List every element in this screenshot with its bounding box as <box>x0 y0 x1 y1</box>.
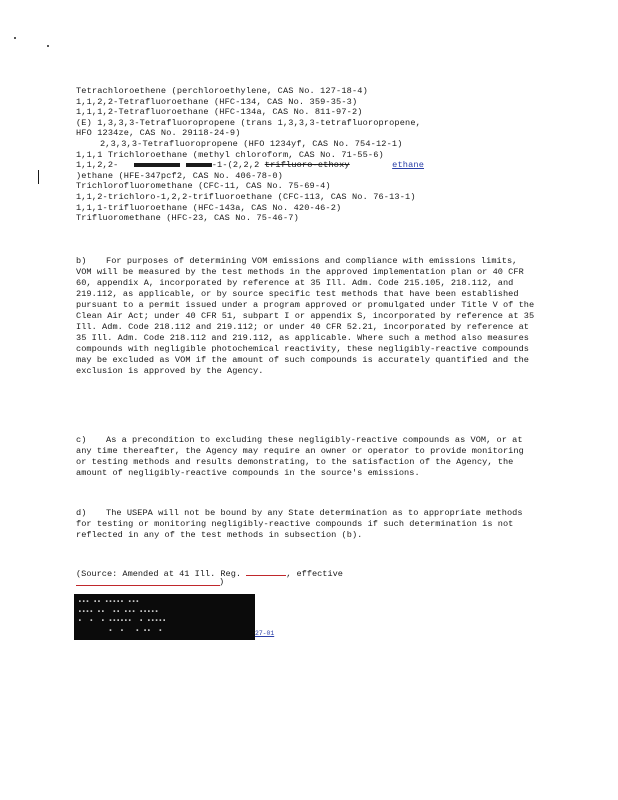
compound-line: )ethane (HFE-347pcf2, CAS No. 406-78-0) <box>76 170 283 181</box>
handwritten-insertion: ethane <box>392 160 425 171</box>
struck-compound-line <box>76 160 526 171</box>
compound-line: 2,3,3,3-Tetrafluoropropene (HFO 1234yf, CAS No. 754-12-1) <box>100 138 403 149</box>
subsection-c <box>76 435 536 479</box>
struck-line-prefix: 1,1,2,2- <box>76 160 119 171</box>
compound-line: 1,1,1 Trichloroethane (methyl chloroform, CAS No. 71-55-6) <box>76 149 384 160</box>
scan-speck <box>14 37 16 39</box>
compound-line: 1,1,1-trifluoroethane (HFC-143a, CAS No. 420-46-2) <box>76 202 342 213</box>
struck-line-middle: -1-(2,2,2 <box>211 160 260 171</box>
subsection-label: c) <box>76 435 87 445</box>
compound-line: Tetrachloroethene (perchloroethylene, CAS No. 127-18-4) <box>76 86 368 96</box>
subsection-text: The USEPA will not be bound by any State determination as to appropriate methods for testing or monitoring negligibly-reactive compounds if such determination is not reflected in any of the test methods in subsection (b). <box>76 508 523 540</box>
struck-text: trifluoro-ethoxy <box>264 160 350 171</box>
scan-speck <box>47 45 49 47</box>
subsection-b <box>76 256 536 377</box>
compound-line: Trifluoromethane (HFC-23, CAS No. 75-46-7) <box>76 213 299 224</box>
redaction-mark <box>186 163 212 167</box>
stamp-link-text[interactable]: 27-01 <box>255 630 275 637</box>
register-blank <box>246 575 286 576</box>
compound-line: 1,1,1,2-Tetrafluoroethane (HFC-134a, CAS No. 811-97-2) <box>76 107 363 118</box>
stamp-line: ▪▪▪▪ ▪▪ ▪▪ ▪▪▪ ▪▪▪▪▪ <box>78 607 159 615</box>
compound-line: 1,1,2-trichloro-1,2,2-trifluoroethane (CFC-113, CAS No. 76-13-1) <box>76 191 416 202</box>
subsection-text: For purposes of determining VOM emissions and compliance with emissions limits, VOM will be measured by the test methods in the approved implementation plan or 40 CFR 60, appendix A, incorporated by reference at 35 Ill. Adm. Code 215.105, 218.112, and 219.112, as applicable, or by source specific test methods that have been established pursuant to a permit issued under a program approved or promulgated under Title V of the Clean Air Act; under 40 CFR 51, subpart I or appendix S, incorporated by reference at 35 Ill. Adm. Code 218.112 and 219.112; or under 40 CFR 52.21, incorporated by reference at 35 Ill. Adm. Code 218.112 and 219.112, as applicable. Where such a method also measures compounds with negligible photochemical reactivity, these negligibly-reactive compounds may be excluded as VOM if the amount of such compounds is accurately quantified and the exclusion is approved by the Agency. <box>76 256 535 376</box>
redacted-stamp-block <box>74 594 255 640</box>
source-close-paren: ) <box>219 577 225 587</box>
stamp-line: ▪ ▪ ▪ ▪▪▪▪▪▪ ▪ ▪▪▪▪▪ <box>78 617 167 624</box>
subsection-label: d) <box>76 508 87 518</box>
stamp-line: ▪ ▪ ▪ ▪▪ ▪ <box>78 626 163 634</box>
effective-date-blank <box>76 585 220 586</box>
source-suffix: , effective <box>286 569 343 579</box>
compound-line: (E) 1,3,3,3-Tetrafluoropropene (trans 1,3,3,3-tetrafluoropropene, <box>76 117 421 128</box>
compound-line: 1,1,2,2-Tetrafluoroethane (HFC-134, CAS No. 359-35-3) <box>76 96 358 107</box>
revision-change-bar <box>38 170 39 184</box>
compound-list <box>76 86 526 224</box>
redaction-mark <box>134 163 180 167</box>
source-note <box>76 569 496 580</box>
subsection-d <box>76 508 536 541</box>
compound-line: HFO 1234ze, CAS No. 29118-24-9) <box>76 128 241 139</box>
subsection-label: b) <box>76 256 87 266</box>
compound-line: Trichlorofluoromethane (CFC-11, CAS No. 75-69-4) <box>76 181 331 192</box>
source-prefix: (Source: Amended at 41 Ill. Reg. <box>76 569 242 579</box>
subsection-text: As a precondition to excluding these negligibly-reactive compounds as VOM, or at any time thereafter, the Agency may require an owner or operator to provide monitoring or testing methods and results demonstrating, to the satisfaction of the Agency, the amount of negligibly-reactive compounds in the source's emissions. <box>76 435 524 478</box>
stamp-line: ▪▪▪ ▪▪ ▪▪▪▪▪ ▪▪▪ <box>78 598 140 605</box>
